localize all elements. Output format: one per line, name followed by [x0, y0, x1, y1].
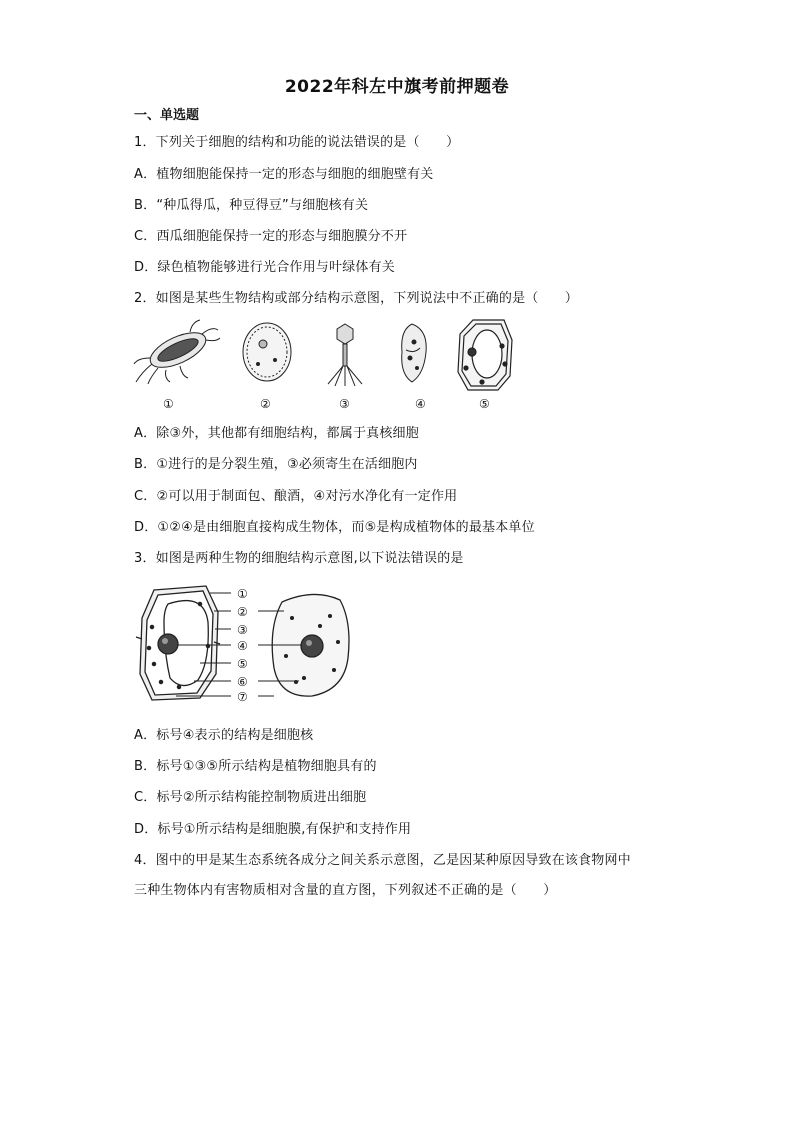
- cell-label-6: ⑥: [237, 675, 248, 689]
- question-2-option-a: A．除③外，其他都有细胞结构，都属于真核细胞: [134, 426, 419, 441]
- yeast-illustration: [243, 323, 291, 381]
- plant-cell-illustration: [458, 320, 512, 390]
- figure-label-5: ⑤: [479, 397, 490, 411]
- cell-label-1: ①: [237, 587, 248, 601]
- question-2-option-c: C．②可以用于制面包、酿酒，④对污水净化有一定作用: [134, 489, 458, 504]
- question-2-option-b: B．①进行的是分裂生殖，③必须寄生在活细胞内: [134, 457, 418, 472]
- question-1-stem: 1．下列关于细胞的结构和功能的说法错误的是（ ）: [134, 135, 460, 150]
- plant-cell-diagram: [136, 586, 220, 700]
- question-2-figure: [130, 312, 530, 412]
- question-3-option-d: D．标号①所示结构是细胞膜,有保护和支持作用: [134, 822, 412, 837]
- cell-label-5: ⑤: [237, 657, 248, 671]
- protist-illustration: [402, 324, 427, 382]
- question-3-figure: [134, 582, 364, 708]
- question-1-option-d: D．绿色植物能够进行光合作用与叶绿体有关: [134, 260, 396, 275]
- question-3-option-b: B．标号①③⑤所示结构是植物细胞具有的: [134, 759, 377, 774]
- question-3-stem: 3．如图是两种生物的细胞结构示意图,以下说法错误的是: [134, 551, 464, 566]
- figure-label-4: ④: [415, 397, 426, 411]
- cell-label-4: ④: [237, 639, 248, 653]
- page-title: 2022年科左中旗考前押题卷: [284, 77, 510, 97]
- question-3-option-c: C．标号②所示结构能控制物质进出细胞: [134, 790, 367, 805]
- cell-label-2: ②: [237, 605, 248, 619]
- question-4-stem-line-1: 4．图中的甲是某生态系统各成分之间关系示意图，乙是因某种原因导致在该食物网中: [134, 853, 631, 868]
- bacterium-illustration: [134, 320, 220, 384]
- figure-label-1: ①: [163, 397, 174, 411]
- question-2-option-d: D．①②④是由细胞直接构成生物体，而⑤是构成植物体的最基本单位: [134, 520, 535, 535]
- cell-label-7: ⑦: [237, 690, 248, 704]
- question-4-stem-line-2: 三种生物体内有害物质相对含量的直方图，下列叙述不正确的是（ ）: [134, 883, 557, 898]
- cell-label-3: ③: [237, 623, 248, 637]
- section-heading: 一、单选题: [134, 108, 200, 123]
- figure-label-3: ③: [339, 397, 350, 411]
- question-3-option-a: A．标号④表示的结构是细胞核: [134, 728, 314, 743]
- question-1-option-a: A．植物细胞能保持一定的形态与细胞的细胞壁有关: [134, 167, 434, 182]
- figure-label-2: ②: [260, 397, 271, 411]
- question-1-option-b: B．“种瓜得瓜，种豆得豆”与细胞核有关: [134, 198, 369, 213]
- question-2-stem: 2．如图是某些生物结构或部分结构示意图，下列说法中不正确的是（ ）: [134, 291, 579, 306]
- virus-illustration: [328, 324, 362, 386]
- question-1-option-c: C．西瓜细胞能保持一定的形态与细胞膜分不开: [134, 229, 408, 244]
